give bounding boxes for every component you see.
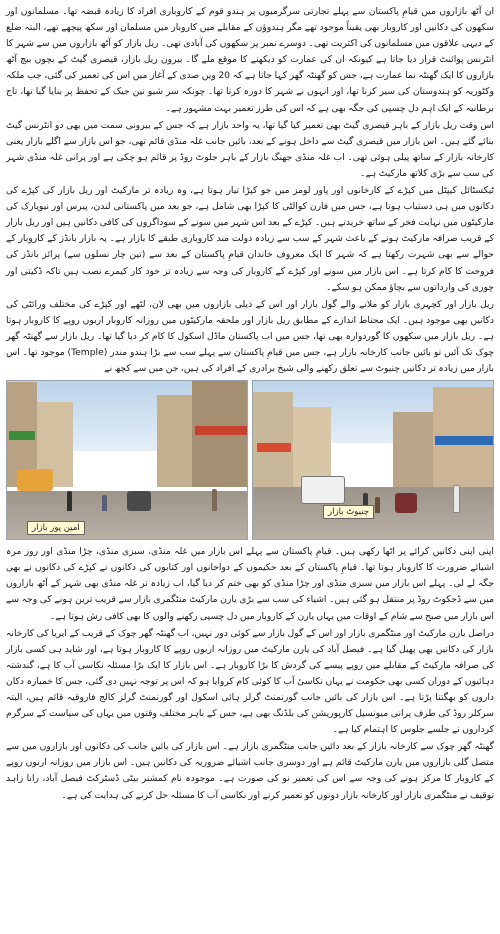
photo-building bbox=[293, 407, 331, 487]
photo-chiniot-bazaar bbox=[252, 380, 494, 540]
photo-person bbox=[67, 491, 72, 511]
article-paragraph-6: دراصل یارن مارکیٹ اور منٹگمری بازار اور اس کے گول بازار سے کوئی دور نہیں، اب گھنٹہ گھر چوک کے قریب کے ایریا کی کارخانہ بازار کی دکانیں بھی پھیل گیا ہے۔ فیصل آباد کی یارن مارکیٹ میں روزانہ اربوں روپے کا کاروبار ہوتا ہے، اور شاید ہی کسی بازار کی صرافہ مارکیٹ کے مقابلے میں روپے پیسے کی گردش کا بڑا کاروبار ہے۔ اس بازار کا ایک بڑا مسئلہ نکاسی آب کا ہے، گندشتہ دہائیوں کے دوران کسی بھی حکومت نے یہاں نکاسیٔ آب کا کوئی کام کروایا ہو کہ اس پر توجہ نہیں دی گئی، جس کا خمیازہ دکان داروں کو بھگتنا پڑتا ہے۔ اس بازار کی بائیں جانب گورنمنٹ گرلز ہائی اسکول اور گورنمنٹ گرلز کالج فاروقیہ قائم ہیں، البتہ سرکلر روڈ کی طرف پرانی میونسپل کارپوریشن کی بلڈنگ بھی ہے، جس کے باہر مختلف وقتوں میں یہاں کی سیاست کے سرگرم کرداروں نے جلسے جلوس کا اہتمام کیا ہے۔ bbox=[6, 627, 494, 736]
photo-rickshaw bbox=[127, 491, 151, 511]
photo-building bbox=[393, 412, 433, 487]
photo-shop-sign bbox=[9, 431, 35, 440]
photo-caption-right: چنیوٹ بازار bbox=[323, 505, 374, 519]
photo-shop-sign bbox=[195, 426, 248, 435]
photo-person bbox=[453, 485, 460, 513]
photo-motorbike bbox=[395, 493, 417, 513]
photo-person bbox=[212, 489, 217, 511]
article-paragraph-2: اس وقت ریل بازار کے باہر قیصری گیٹ بھی تعمیر کیا گیا تھا، یہ واحد بازار ہے کہ جس کے بیرونی سمت میں بھی دو انٹرنس گیٹ بنائے گئے ہیں۔ اس بازار میں قیصری گیٹ سے داخل ہونے کے بعد، بائیں جانب غلہ منڈی قائم تھی، جو اس بازار سے اگلے بازار یعنی کارخانہ بازار کے ساتھ پیلی ہوئی تھی۔ اب غلہ منڈی جھنگ بازار کے باہر جلوٹ روڈ پر قائم ہو چکی ہے اور پرانی غلہ منڈی شہر کی سب سے بڑی کلاتھ مارکیٹ ہے۔ bbox=[6, 119, 494, 179]
article-paragraph-4: ریل بازار اور کچہری بازار کو ملانے والے گول بازار اور اس کے ذیلی بازاروں میں بھی لان، لٹھے اور کپڑے کی مختلف ورائٹی کی دکانیں بھی موجود ہیں۔ ایک محتاط اندازے کے مطابق ریل بازار اور ملحقہ مارکیٹوں میں روزانہ کاروبار اربوں روپے کا کاروبار ہوتا ہے۔ ریل بازار میں سکھوں کا گوردوارہ بھی تھا، جس میں اب پاکستان ماڈل اسکول کا کام کر دیا گیا تھا۔ ریل بازار سے گھنٹہ گھر چوک تک آئیں تو بائیں جانب کارخانہ بازار ہے، جس میں قیامِ پاکستان سے پہلے سب سے بڑا ہندو مندر (Temple) موجود تھا۔ اس بازار میں زیادہ تر دکانیں چنیوٹ سے تعلق رکھنے والی شیخ برادری کے افراد کی ہیں، جن میں سے کچھ نے bbox=[6, 298, 494, 375]
article-paragraph-7: گھنٹہ گھر چوک سے کارخانہ بازار کے بعد دائیں جانب منٹگمری بازار ہے۔ اس بازار کی بائیں جانب کی دکانوں اور بازاروں میں سے متصل گلی بازاروں میں یارن مارکیٹ قائم ہے اور دوسری جانب اشیائے ضروریہ کی دکانیں ہیں۔ اس بازار میں روزانہ اربوں روپے کے کاروبار کا مرکز ہونے کی وجہ سے اس کی تعمیر نو کی صورت ہے۔ موجودہ نام کمشنر بیٹی ڈسٹرکٹ فیصل آباد، رانا زاہد توقیف نے منٹگمری بازار اور کارخانہ بازار دونوں کو تعمیر کرنے اور نکاسی آب کا مسئلہ حل کرنے کی ہدایت کی ہے۔ bbox=[6, 741, 494, 801]
photo-person bbox=[102, 495, 107, 511]
photo-aminpur-bazaar bbox=[6, 380, 248, 540]
photo-caption-left: امین پور بازار bbox=[27, 521, 85, 535]
photo-car bbox=[301, 476, 345, 504]
photo-building bbox=[253, 392, 293, 487]
article-paragraph-5: اپنی اپنی دکانیں کرائے پر اٹھا رکھی ہیں۔ قیامِ پاکستان سے پہلے اس بازار میں غلہ منڈی، سبزی منڈی، چڑا منڈی اور روز مرہ اشیائے ضرورت کا کاروبار ہوتا تھا۔ قیامِ پاکستان کے بعد حکیموں کے دواخانوں اور کتابوں کی دکانوں نے کپڑے کی دکانوں نے بھی جگہ لے لی۔ پہلے اس بازار میں سبزی منڈی اور چڑا منڈی کو بھی ختم کر دیا گیا، اب زیادہ تر غلہ منڈی بھی شہر کے آٹھ بازاروں میں سے ڈجکوٹ روڈ پر منتقل ہو گئی ہیں۔ اشیاء کی سب سے بڑی یارن مارکیٹ منٹگمری بازار سے قریب ترین ہونے کی وجہ سے اس بازار میں صبح سے شام کے اوقات میں یہاں یارن کے کاروبار میں دل چسپی رکھنے والوں کا بھی کافی رش ہوتا ہے۔ bbox=[6, 546, 494, 622]
photo-building bbox=[157, 395, 192, 487]
photo-person bbox=[375, 497, 380, 513]
photo-shop-sign bbox=[435, 436, 494, 445]
photo-row bbox=[6, 380, 494, 540]
photo-umbrella-stall bbox=[17, 469, 53, 491]
article-paragraph-1: ان آٹھ بازاروں میں قیامِ پاکستان سے پہلے تجارتی سرگرمیوں پر ہندو قوم کے کاروباری افراد کا زیادہ قبضہ تھا۔ مسلمانوں اور سکھوں کی دکانیں اور کاروبار بھی یقیناً موجود تھے مگر ہندوؤں کے مقابلے میں کاروبار میں مسلمان اور سکھ پیچھے تھے، البتہ ضلع کے دیہی علاقوں میں مسلمانوں کی اکثریت تھی۔ دوسرے نمبر پر سکھوں کی آبادی تھی۔ ریل بازار کو آٹھ بازاروں میں سے شہر کا انٹرنس پوائنٹ قرار دیا جاتا ہے کیونکہ ان کی عمارت کو دیکھنے کا موقع ملے گا۔ بیرون ریل بازار، قیصری گیٹ کے بچوں بیچ آٹھ بازاروں کا ایک گھنٹہ نما عمارت ہے، جس کو گھنٹہ گھر کہا جاتا ہے کہ 20 ویں صدی کے آغاز میں اس کی تعمیر کی گئی، جب ملکہ وکٹوریہ کو ہندوستان کی سیر کرنا تھا، اور انہوں نے شہر کا دورہ کرنا تھا۔ چونکہ سر شیو نین جیک کے تحفظ پر بنایا گیا تھا، تاج برطانیہ کے ایک اہم دل چسپی کی جگہ بھی ہے کہ اس کی طرز تعمیر بہت مشہور ہے۔ bbox=[6, 6, 494, 114]
photo-shop-sign bbox=[257, 443, 291, 452]
article-paragraph-3: ٹیکسٹائل کیپٹل میں کپڑے کے کارخانوں اور پاور لومز میں جو کپڑا تیار ہوتا ہے، وہ زیادہ تر مارکیٹ اور ریل بازار کی کپڑے کی دکانوں میں ہی دستیاب ہوتا ہے، جس میں فارن کوالٹی کا کپڑا بھی شامل ہے، جو بعد میں پاکستانی لندن، پیرس اور نیویارک کی مارکیٹوں میں نہایت فخر کے ساتھ خریدتے ہیں۔ کپڑے کے بعد اس شہر میں سونے کے سوداگروں کی کافی دکانیں ہیں اور ریل بازار کے قریب صرافہ مارکیٹ ہونے کے باعث شہر کے سب سے زیادہ دولت مند کاروباری طبقے کا بازار ہے۔ یہ بازار بانڈز کے کاروبار کے حوالے سے بھی شہرت رکھتا ہے کہ شہر کا ایک معروف خاندان قیامِ پاکستان کے بعد سے (تین چار نسلوں سے) پرائز بانڈز کی فروخت کا کام کرتا ہے۔ اس بازار میں سونے اور کپڑے کے کاروبار کی وجہ سے زیادہ تر خود کار کیمرے نصب ہیں تاکہ ڈکیتی اور چوری کی وارداتوں سے بچاؤ ممکن ہو سکے۔ bbox=[6, 185, 494, 293]
